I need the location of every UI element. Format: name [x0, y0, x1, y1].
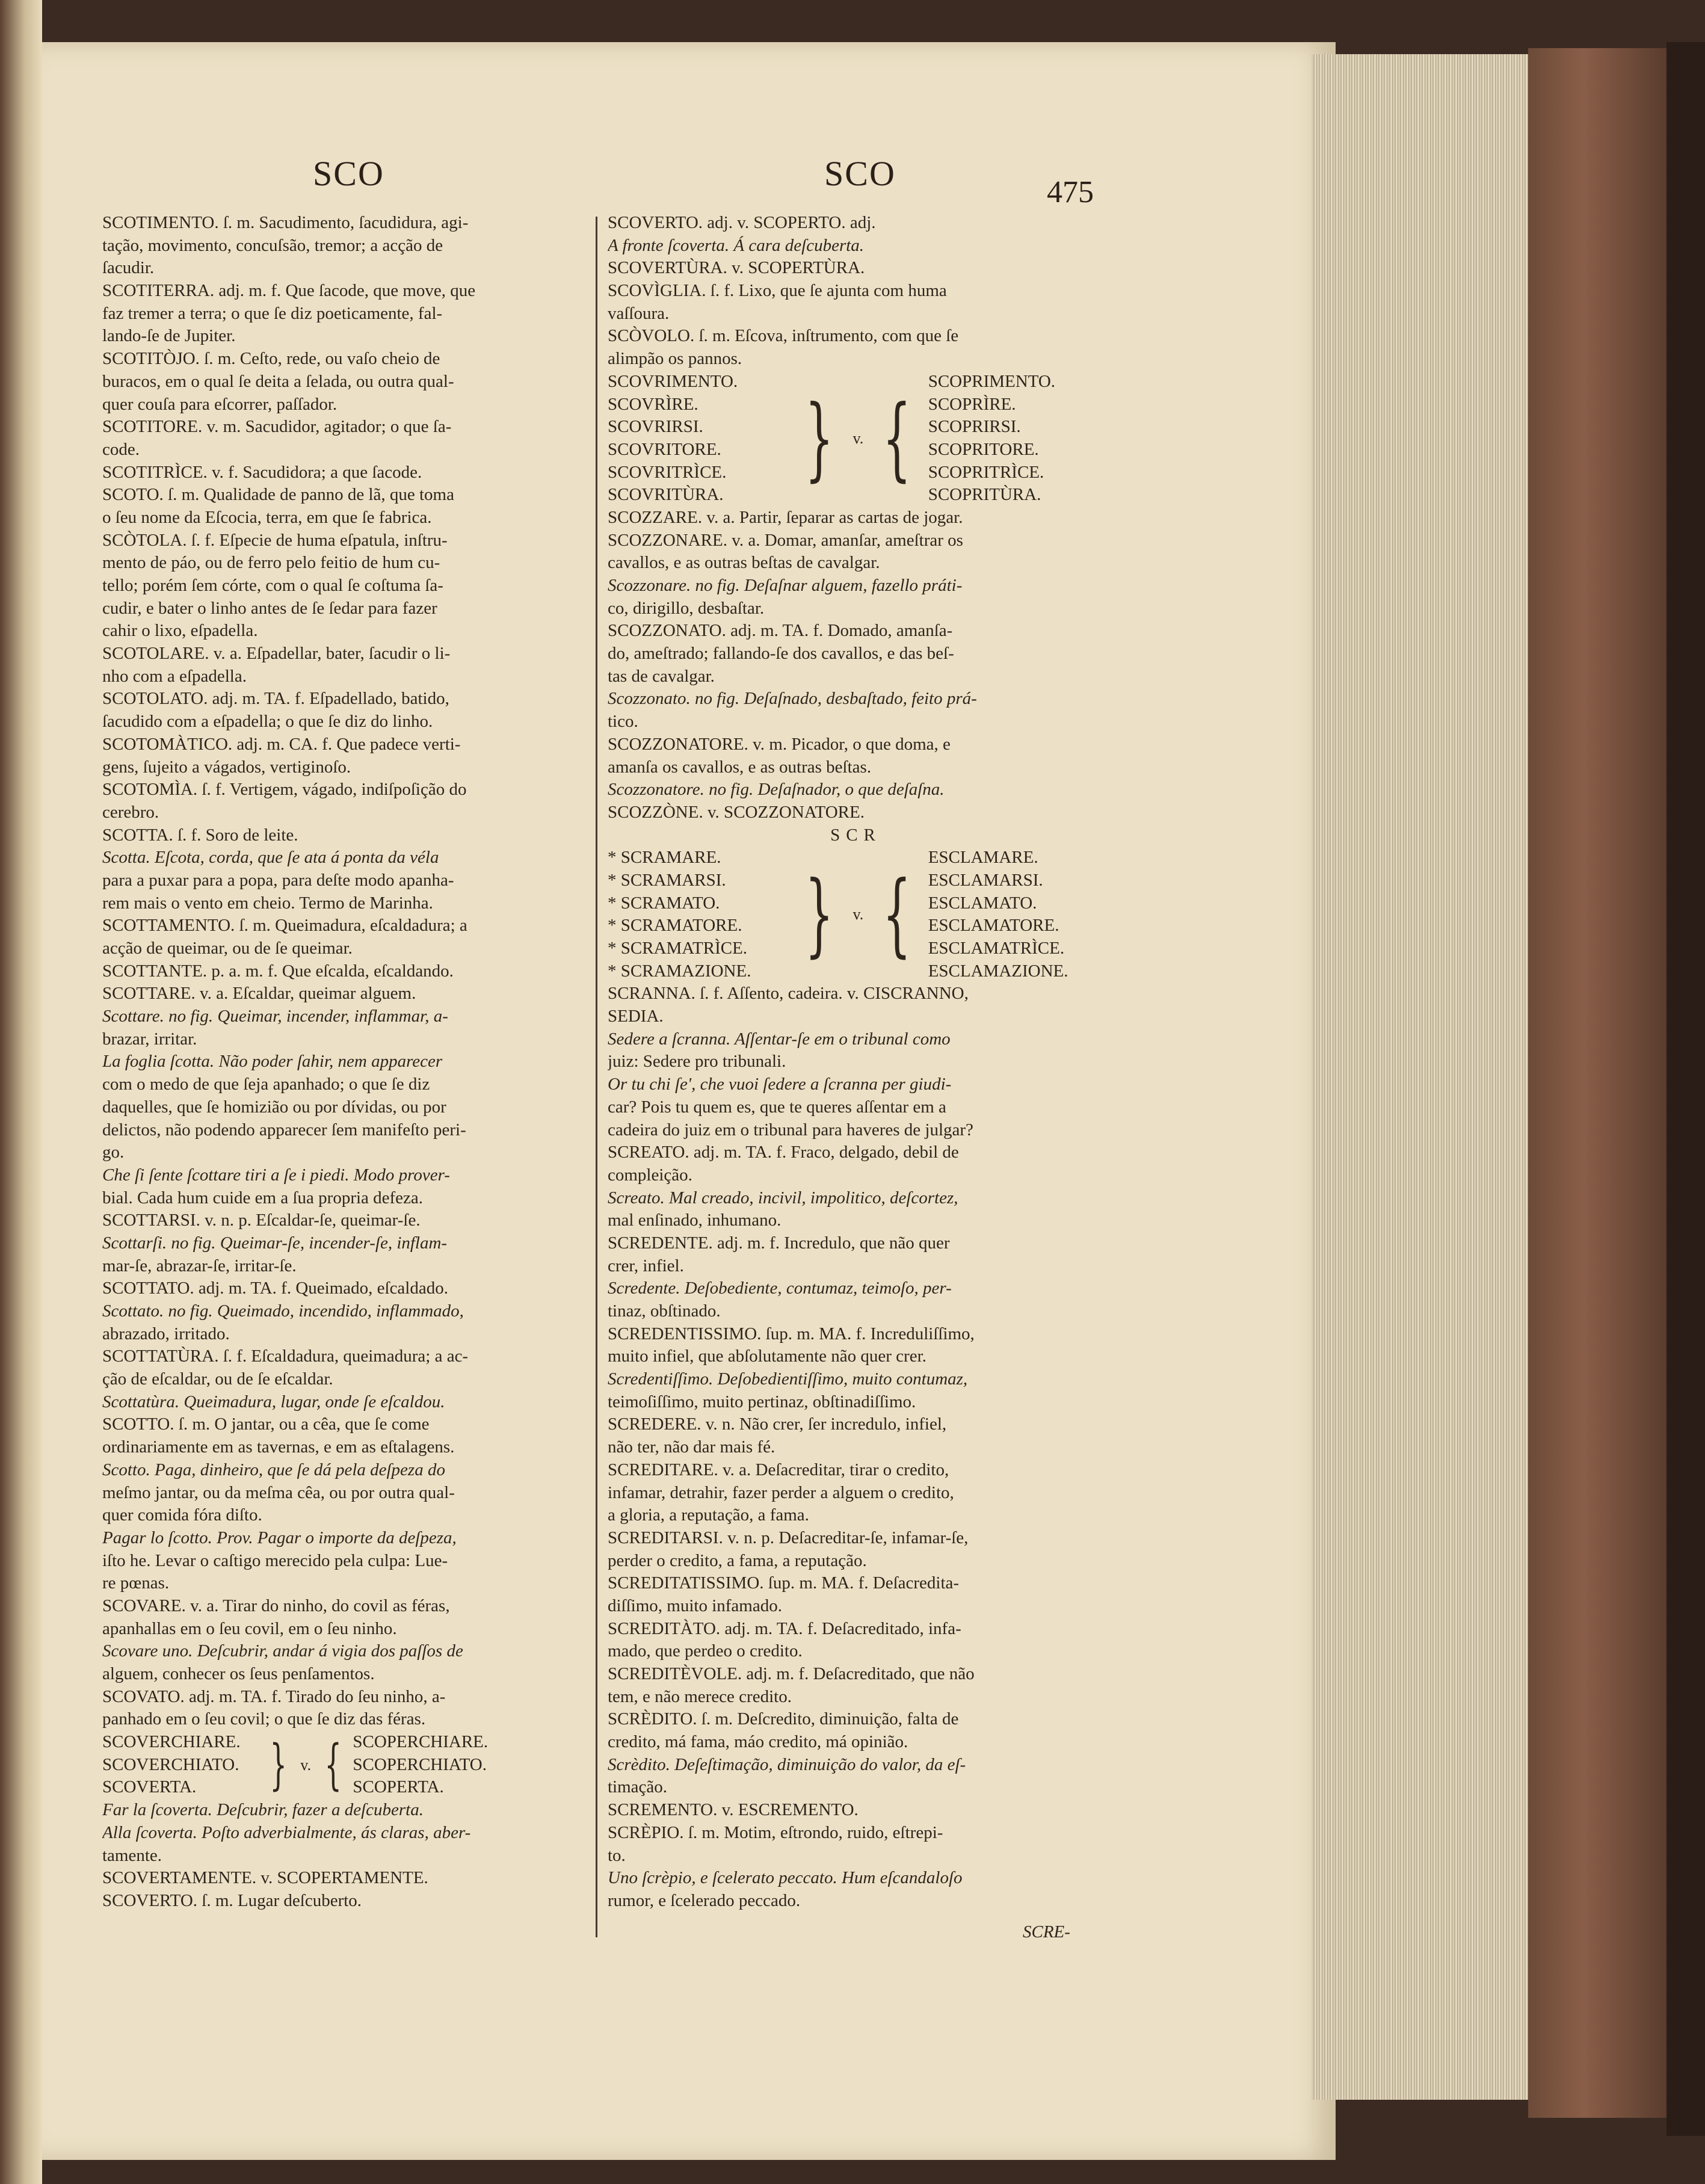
- page-number: 475: [1047, 175, 1094, 209]
- entry-line: SCREDITARE. v. a. Deſacreditar, tirar o credito,: [608, 1460, 949, 1479]
- entry-line: Screato. Mal creado, incivil, impolitico, deſcortez,: [608, 1188, 958, 1208]
- entry-line: timação.: [608, 1777, 668, 1797]
- entry-line: SCOTOMÀTICO. adj. m. CA. f. Que padece verti-: [102, 734, 461, 754]
- entry-line: Scredente. Deſobediente, contumaz, teimoſo, per-: [608, 1279, 952, 1298]
- headword: SCOPRITRÌCE.: [928, 462, 1044, 482]
- headword: ESCLAMARE.: [928, 848, 1038, 868]
- entry-line: mento de páo, ou de ferro pelo feitio de hum cu-: [102, 553, 440, 573]
- facing-page-edge: [0, 0, 42, 2184]
- headword: SCOVRIMENTO.: [608, 371, 738, 391]
- headword: SCOPERCHIATO.: [353, 1754, 487, 1774]
- entry-line: SCOTITERRA. adj. m. f. Que ſacode, que move, que: [102, 281, 476, 301]
- entry-line: SCOZZÒNE. v. SCOZZONATORE.: [608, 802, 865, 822]
- entry-line: SCOVATO. adj. m. TA. f. Tirado do ſeu ninho, a-: [102, 1686, 446, 1706]
- entry-line: SCOTTANTE. p. a. m. f. Que eſcalda, eſcaldando.: [102, 961, 454, 981]
- entry-line: SCREMENTO. v. ESCREMENTO.: [608, 1800, 859, 1820]
- entry-line: SCREDENTE. adj. m. f. Incredulo, que não quer: [608, 1233, 950, 1253]
- entry-line: diſſimo, muito infamado.: [608, 1596, 782, 1615]
- right-running-head: SCO: [824, 154, 896, 193]
- entry-line: cavallos, e as outras beſtas de cavalgar.: [608, 553, 880, 573]
- entry-line: SCOZZONATO. adj. m. TA. f. Domado, amanſa-: [608, 621, 953, 641]
- entry-line: do, ameſtrado; fallando-ſe dos cavallos, e das beſ-: [608, 644, 954, 664]
- entry-line: delictos, não podendo apparecer ſem manifeſto peri-: [102, 1120, 466, 1140]
- entry-line: juiz: Sedere pro tribunali.: [608, 1052, 786, 1072]
- headword: SCOPRIRSI.: [928, 417, 1021, 437]
- entry-line: tamente.: [102, 1845, 162, 1865]
- headword: SCOVERCHIATO.: [102, 1754, 239, 1774]
- entry-line: nho com a eſpadella.: [102, 666, 247, 686]
- see-marker: v.: [300, 1756, 312, 1774]
- entry-line: A fronte ſcoverta. Á cara deſcuberta.: [608, 235, 865, 255]
- entry-line: re pœnas.: [102, 1573, 170, 1593]
- headword: SCOVRIRSI.: [608, 417, 703, 437]
- entry-line: com o medo de que ſeja apanhado; o que ſe diz: [102, 1075, 430, 1094]
- entry-line: Scozzonato. no fig. Deſaſnado, desbaſtado, feito prá-: [608, 689, 977, 709]
- entry-line: o ſeu nome da Eſcocia, terra, em que ſe fabrica.: [102, 507, 432, 527]
- headword: * SCRAMATO.: [608, 893, 720, 913]
- entry-line: Scredentiſſimo. Deſobedientiſſimo, muito contumaz,: [608, 1369, 968, 1389]
- entry-line: SEDIA.: [608, 1007, 664, 1026]
- entry-line: code.: [102, 439, 140, 459]
- left-running-head: SCO: [313, 154, 384, 193]
- entry-line: mado, que perdeo o credito.: [608, 1641, 803, 1661]
- entry-line: SCOVERTÙRA. v. SCOPERTÙRA.: [608, 258, 865, 278]
- entry-line: SCREDITARSI. v. n. p. Deſacreditar-ſe, infamar-ſe,: [608, 1528, 969, 1547]
- entry-line: vaſſoura.: [608, 303, 670, 323]
- entry-line: SCOZZARE. v. a. Partir, ſeparar as cartas de jogar.: [608, 507, 963, 527]
- entry-line: SCRÈDITO. ſ. m. Deſcredito, diminuição, falta de: [608, 1709, 959, 1729]
- entry-line: SCREDITÀTO. adj. m. TA. f. Deſacreditado, infa-: [608, 1618, 961, 1638]
- entry-line: Scottato. no fig. Queimado, incendido, inflammado,: [102, 1301, 464, 1321]
- entry-line: SCOVERTO. ſ. m. Lugar deſcuberto.: [102, 1890, 362, 1910]
- entry-line: SCOTOLARE. v. a. Eſpadellar, bater, ſacudir o li-: [102, 644, 451, 664]
- entry-line: SCREDITÈVOLE. adj. m. f. Deſacreditado, que não: [608, 1664, 975, 1683]
- entry-line: Scozzonare. no fig. Deſaſnar alguem, fazello práti-: [608, 576, 963, 595]
- entry-line: buracos, em o qual ſe deita a ſelada, ou outra qual-: [102, 371, 454, 391]
- entry-line: La foglia ſcotta. Não poder ſahir, nem apparecer: [102, 1052, 443, 1072]
- headword: ESCLAMAZIONE.: [928, 961, 1068, 981]
- entry-line: tas de cavalgar.: [608, 666, 715, 686]
- entry-line: alimpão os pannos.: [608, 349, 742, 369]
- entry-line: co, dirigillo, desbaſtar.: [608, 598, 765, 618]
- entry-line: tem, e não merece credito.: [608, 1686, 792, 1706]
- headword: SCOPERTA.: [353, 1777, 444, 1797]
- entry-line: cahir o lixo, eſpadella.: [102, 621, 258, 641]
- entry-line: Scotto. Paga, dinheiro, que ſe dá pela deſpeza do: [102, 1460, 445, 1479]
- entry-line: muito infiel, que abſolutamente não quer crer.: [608, 1346, 926, 1366]
- entry-line: ordinariamente em as tavernas, e em as eſtalagens.: [102, 1437, 455, 1457]
- entry-line: tello; porém ſem córte, com o qual ſe coſtuma ſa-: [102, 576, 443, 595]
- entry-line: mar-ſe, abrazar-ſe, irritar-ſe.: [102, 1256, 297, 1276]
- headword: * SCRAMAZIONE.: [608, 961, 751, 981]
- entry-line: SCREDERE. v. n. Não crer, ſer incredulo, infiel,: [608, 1414, 947, 1434]
- headword: SCOVRITRÌCE.: [608, 462, 727, 482]
- entry-line: SCÒTOLA. ſ. f. Eſpecie de huma eſpatula, inſtru-: [102, 530, 448, 550]
- entry-line: compleição.: [608, 1165, 692, 1185]
- entry-line: Uno ſcrèpio, e ſcelerato peccato. Hum eſcandaloſo: [608, 1868, 963, 1888]
- closing-brace: }: [804, 386, 834, 491]
- entry-line: Scottarſi. no fig. Queimar-ſe, incender-ſe, inflam-: [102, 1233, 448, 1253]
- entry-line: crer, infiel.: [608, 1256, 684, 1276]
- entry-line: Scotta. Eſcota, corda, que ſe ata á ponta da véla: [102, 848, 439, 868]
- entry-line: SCRANNA. ſ. f. Aſſento, cadeira. v. CISCRANNO,: [608, 984, 969, 1004]
- headword: SCOVRÌRE.: [608, 394, 698, 414]
- headword: SCOVERTA.: [102, 1777, 197, 1797]
- entry-line: ſacudido com a eſpadella; o que ſe diz do linho.: [102, 712, 433, 732]
- page-block-edges: [1312, 54, 1528, 2100]
- entry-line: ſacudir.: [102, 258, 155, 278]
- headword: ESCLAMARSI.: [928, 870, 1043, 890]
- entry-line: quer couſa para eſcorrer, paſſador.: [102, 394, 338, 414]
- entry-line: SCOTTATÙRA. ſ. f. Eſcaldadura, queimadura; a ac-: [102, 1346, 469, 1366]
- entry-line: Scottare. no fig. Queimar, incender, inflammar, a-: [102, 1007, 448, 1026]
- entry-line: teimoſiſſimo, muito pertinaz, obſtinadiſſimo.: [608, 1392, 916, 1411]
- entry-line: ção de eſcaldar, ou de ſe eſcaldar.: [102, 1369, 333, 1389]
- catchword: SCRE-: [1023, 1922, 1070, 1942]
- entry-line: SCOVARE. v. a. Tirar do ninho, do covil as féras,: [102, 1596, 450, 1615]
- cross-reference-brace-group: [102, 1731, 587, 1799]
- entry-line: panhado em o ſeu covil; o que ſe diz das féras.: [102, 1709, 426, 1729]
- left-column: [102, 212, 587, 1913]
- entry-line: Pagar lo ſcotto. Prov. Pagar o importe da deſpeza,: [102, 1528, 457, 1547]
- entry-line: SCOVERTO. adj. v. SCOPERTO. adj.: [608, 213, 876, 232]
- entry-line: daquelles, que ſe homizião ou por dívidas, ou por: [102, 1097, 446, 1117]
- entry-line: SCOTITORE. v. m. Sacudidor, agitador; o que ſa-: [102, 417, 452, 437]
- entry-line: Scovare uno. Deſcubrir, andar á vigia dos paſſos de: [102, 1641, 463, 1661]
- entry-line: Scozzonatore. no fig. Deſaſnador, o que deſaſna.: [608, 780, 945, 800]
- closing-brace: }: [804, 862, 834, 967]
- entry-line: apanhallas em o ſeu covil, em o ſeu ninho.: [102, 1618, 397, 1638]
- headword: * SCRAMATORE.: [608, 916, 742, 936]
- entry-line: SCOTITRÌCE. v. f. Sacudidora; a que ſacode.: [102, 462, 422, 482]
- headword: SCOPRITÙRA.: [928, 485, 1041, 505]
- entry-line: SCOTTATO. adj. m. TA. f. Queimado, eſcaldado.: [102, 1279, 448, 1298]
- entry-line: perder o credito, a fama, a reputação.: [608, 1550, 867, 1570]
- entry-line: quer comida fóra diſto.: [102, 1505, 262, 1525]
- entry-line: SCOTOMÌA. ſ. f. Vertigem, vágado, indiſpoſição do: [102, 780, 467, 800]
- entry-line: Or tu chi ſe', che vuoi ſedere a ſcranna per giudi-: [608, 1075, 952, 1094]
- entry-line: Scottatùra. Queimadura, lugar, onde ſe eſcaldou.: [102, 1392, 445, 1411]
- entry-line: iſto he. Levar o caſtigo merecido pela culpa: Lue-: [102, 1550, 448, 1570]
- entry-line: SCRÈPIO. ſ. m. Motim, eſtrondo, ruido, eſtrepi-: [608, 1822, 943, 1842]
- entry-line: car? Pois tu quem es, que te queres aſſentar em a: [608, 1097, 946, 1117]
- entry-line: SCOTITÒJO. ſ. m. Ceſto, rede, ou vaſo cheio de: [102, 349, 440, 369]
- cross-reference-brace-group: [608, 847, 1104, 982]
- entry-line: go.: [102, 1143, 125, 1162]
- headword: SCOPRÌRE.: [928, 394, 1016, 414]
- headword: * SCRAMARSI.: [608, 870, 726, 890]
- entry-line: SCÒVOLO. ſ. m. Eſcova, inſtrumento, com que ſe: [608, 326, 959, 346]
- headword: SCOPERCHIARE.: [353, 1732, 489, 1752]
- entry-line: SCOTTA. ſ. f. Soro de leite.: [102, 825, 298, 845]
- entry-line: rem mais o vento em cheio. Termo de Marinha.: [102, 893, 433, 913]
- headword: SCOPRITORE.: [928, 439, 1039, 459]
- entry-line: mal enſinado, inhumano.: [608, 1211, 782, 1230]
- entry-line: SCOVÌGLIA. ſ. f. Lixo, que ſe ajunta com huma: [608, 281, 947, 301]
- entry-line: SCOVERTAMENTE. v. SCOPERTAMENTE.: [102, 1868, 428, 1888]
- entry-line: tico.: [608, 712, 638, 732]
- entry-line: Scrèdito. Deſeſtimação, diminuição do valor, da eſ-: [608, 1754, 966, 1774]
- entry-line: credito, má fama, máo credito, má opinião.: [608, 1732, 908, 1752]
- entry-line: Sedere a ſcranna. Aſſentar-ſe em o tribunal como: [608, 1029, 951, 1049]
- entry-line: amanſa os cavallos, e as outras beſtas.: [608, 757, 872, 777]
- entry-line: gens, ſujeito a vágados, vertiginoſo.: [102, 757, 351, 777]
- entry-line: tinaz, obſtinado.: [608, 1301, 721, 1321]
- entry-line: brazar, irritar.: [102, 1029, 197, 1049]
- headword: ESCLAMATRÌCE.: [928, 939, 1065, 958]
- opening-brace: {: [324, 1733, 342, 1797]
- entry-line: SCOZZONARE. v. a. Domar, amanſar, ameſtrar os: [608, 530, 963, 550]
- cross-reference-brace-group: [608, 371, 1104, 507]
- entry-line: para a puxar para a popa, para deſte modo apanha-: [102, 870, 454, 890]
- entry-line: cadeira do juiz em o tribunal para haveres de julgar?: [608, 1120, 973, 1140]
- headword: SCOVERCHIARE.: [102, 1732, 241, 1752]
- entry-line: Alla ſcoverta. Poſto adverbialmente, ás claras, aber-: [102, 1822, 471, 1842]
- background: [1666, 42, 1705, 2136]
- entry-line: não ter, não dar mais fé.: [608, 1437, 775, 1457]
- headword: * SCRAMATRÌCE.: [608, 939, 748, 958]
- headword: SCOPRIMENTO.: [928, 371, 1056, 391]
- entry-line: SCOTO. ſ. m. Qualidade de panno de lã, que toma: [102, 485, 454, 505]
- book-cover-board: [1528, 48, 1666, 2118]
- entry-line: infamar, detrahir, fazer perder a alguem o credito,: [608, 1482, 954, 1502]
- entry-line: cudir, e bater o linho antes de ſe ſedar para fazer: [102, 598, 437, 618]
- entry-line: lando-ſe de Jupiter.: [102, 326, 236, 346]
- headword: ESCLAMATO.: [928, 893, 1037, 913]
- entry-line: a gloria, a reputação, a fama.: [608, 1505, 809, 1525]
- headword: SCOVRITORE.: [608, 439, 721, 459]
- entry-line: Che ſi ſente ſcottare tiri a ſe i piedi. Modo prover-: [102, 1165, 450, 1185]
- entry-line: acção de queimar, ou de ſe queimar.: [102, 939, 353, 958]
- entry-line: Far la ſcoverta. Deſcubrir, fazer a deſcuberta.: [102, 1800, 424, 1820]
- entry-line: SCOTTO. ſ. m. O jantar, ou a cêa, que ſe come: [102, 1414, 430, 1434]
- right-column: [608, 212, 1104, 1913]
- entry-line: abrazado, irritado.: [102, 1324, 230, 1343]
- entry-line: SCOTOLATO. adj. m. TA. f. Eſpadellado, batido,: [102, 689, 449, 709]
- closing-brace: }: [270, 1733, 287, 1797]
- entry-line: SCREATO. adj. m. TA. f. Fraco, delgado, debil de: [608, 1143, 959, 1162]
- entry-line: to.: [608, 1845, 626, 1865]
- see-marker: v.: [852, 430, 864, 448]
- entry-line: bial. Cada hum cuide em a ſua propria defeza.: [102, 1188, 424, 1208]
- headword: ESCLAMATORE.: [928, 916, 1059, 936]
- entry-line: SCOTTAMENTO. ſ. m. Queimadura, eſcaldadura; a: [102, 916, 467, 936]
- opening-brace: {: [883, 862, 911, 967]
- section-heading: SCR: [830, 825, 881, 845]
- entry-line: alguem, conhecer os ſeus penſamentos.: [102, 1664, 375, 1683]
- opening-brace: {: [883, 386, 911, 491]
- entry-line: SCOTIMENTO. ſ. m. Sacudimento, ſacudidura, agi-: [102, 213, 469, 232]
- entry-line: SCOTTARE. v. a. Eſcaldar, queimar alguem.: [102, 984, 416, 1004]
- see-marker: v.: [852, 905, 864, 924]
- entry-line: SCOZZONATORE. v. m. Picador, o que doma, e: [608, 734, 951, 754]
- entry-line: cerebro.: [102, 802, 159, 822]
- headword: SCOVRITÙRA.: [608, 485, 724, 505]
- entry-line: SCREDENTISSIMO. ſup. m. MA. f. Increduliſſimo,: [608, 1324, 975, 1343]
- entry-line: tação, movimento, concuſsão, tremor; a acção de: [102, 235, 443, 255]
- column-divider: [596, 217, 597, 1937]
- entry-line: rumor, e ſcelerado peccado.: [608, 1890, 801, 1910]
- entry-line: SCOTTARSI. v. n. p. Eſcaldar-ſe, queimar-ſe.: [102, 1211, 421, 1230]
- headword: * SCRAMARE.: [608, 848, 721, 868]
- entry-line: SCREDITATISSIMO. ſup. m. MA. f. Deſacredita-: [608, 1573, 960, 1593]
- entry-line: faz tremer a terra; o que ſe diz poeticamente, fal-: [102, 303, 443, 323]
- entry-line: meſmo jantar, ou da meſma cêa, ou por outra qual-: [102, 1482, 455, 1502]
